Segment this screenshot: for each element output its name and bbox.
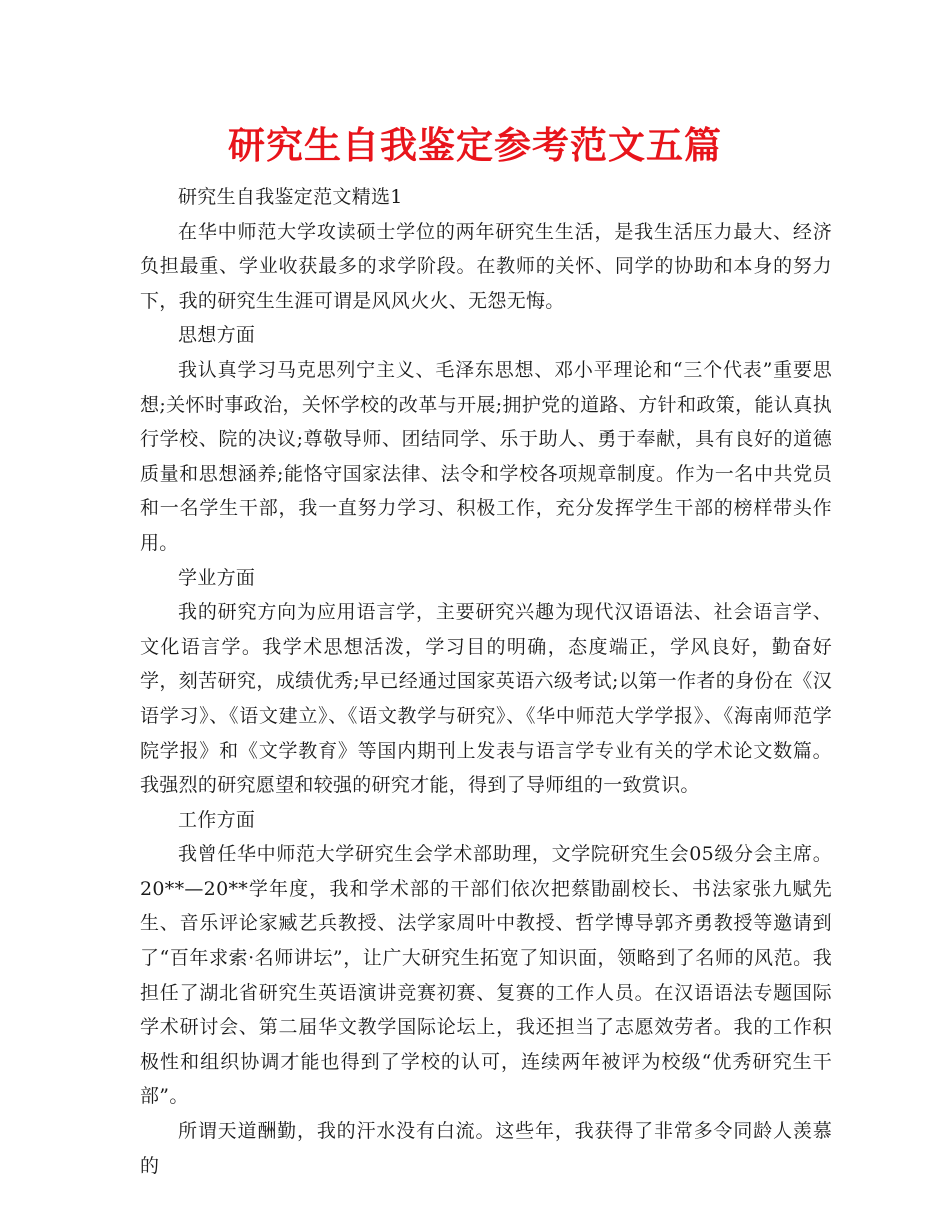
intro-paragraph: 在华中师范大学攻读硕士学位的两年研究生生活，是我生活压力最大、经济负担最重、学业收获最多的求学阶段。在教师的关怀、同学的协助和本身的努力下，我的研究生生涯可谓是风风火火、无怨无悔。 — [140, 220, 832, 312]
work-paragraph: 我曾任华中师范大学研究生会学术部助理，文学院研究生会05级分会主席。20**—20**学年度，我和学术部的干部们依次把蔡勖副校长、书法家张九赋先生、音乐评论家臧艺兵教授、法学家周叶中教授、哲学博导郭齐勇教授等邀请到了“百年求索·名师讲坛”，让广大研究生拓宽了知识面，领略到了名师的风范。我担任了湖北省研究生英语演讲竞赛初赛、复赛的工作人员。在汉语语法专题国际学术研讨会、第二届华文教学国际论坛上，我还担当了志愿效劳者。我的工作积极性和组织协调才能也得到了学校的认可，连续两年被评为校级“优秀研究生干部”。 — [140, 843, 832, 1108]
closing-paragraph: 所谓天道酬勤，我的汗水没有白流。这些年，我获得了非常多令同龄人羡慕的 — [140, 1120, 832, 1177]
section-heading-ideology: 思想方面 — [178, 324, 256, 347]
subtitle-paragraph: 研究生自我鉴定范文精选1 — [178, 186, 403, 208]
document-title: 研究生自我鉴定参考范文五篇 — [228, 124, 722, 167]
ideology-paragraph: 我认真学习马克思列宁主义、毛泽东思想、邓小平理论和“三个代表”重要思想;关怀时事政治，关怀学校的改革与开展;拥护党的道路、方针和政策，能认真执行学校、院的决议;尊敬导师、团结同学、乐于助人、勇于奉献，具有良好的道德质量和思想涵养;能恪守国家法律、法令和学校各项规章制度。作为一名中共党员和一名学生干部，我一直努力学习、积极工作，充分发挥学生干部的榜样带头作用。 — [140, 358, 832, 554]
section-heading-work: 工作方面 — [178, 808, 256, 831]
section-heading-academics: 学业方面 — [178, 566, 256, 589]
academics-paragraph: 我的研究方向为应用语言学，主要研究兴趣为现代汉语语法、社会语言学、文化语言学。我学术思想活泼，学习目的明确，态度端正，学风良好，勤奋好学，刻苦研究，成绩优秀;早已经通过国家英语六级考试;以第一作者的身份在《汉语学习》、《语文建立》、《语文教学与研究》、《华中师范大学学报》、《海南师范学院学报》和《文学教育》等国内期刊上发表与语言学专业有关的学术论文数篇。我强烈的研究愿望和较强的研究才能，得到了导师组的一致赏识。 — [140, 601, 832, 797]
